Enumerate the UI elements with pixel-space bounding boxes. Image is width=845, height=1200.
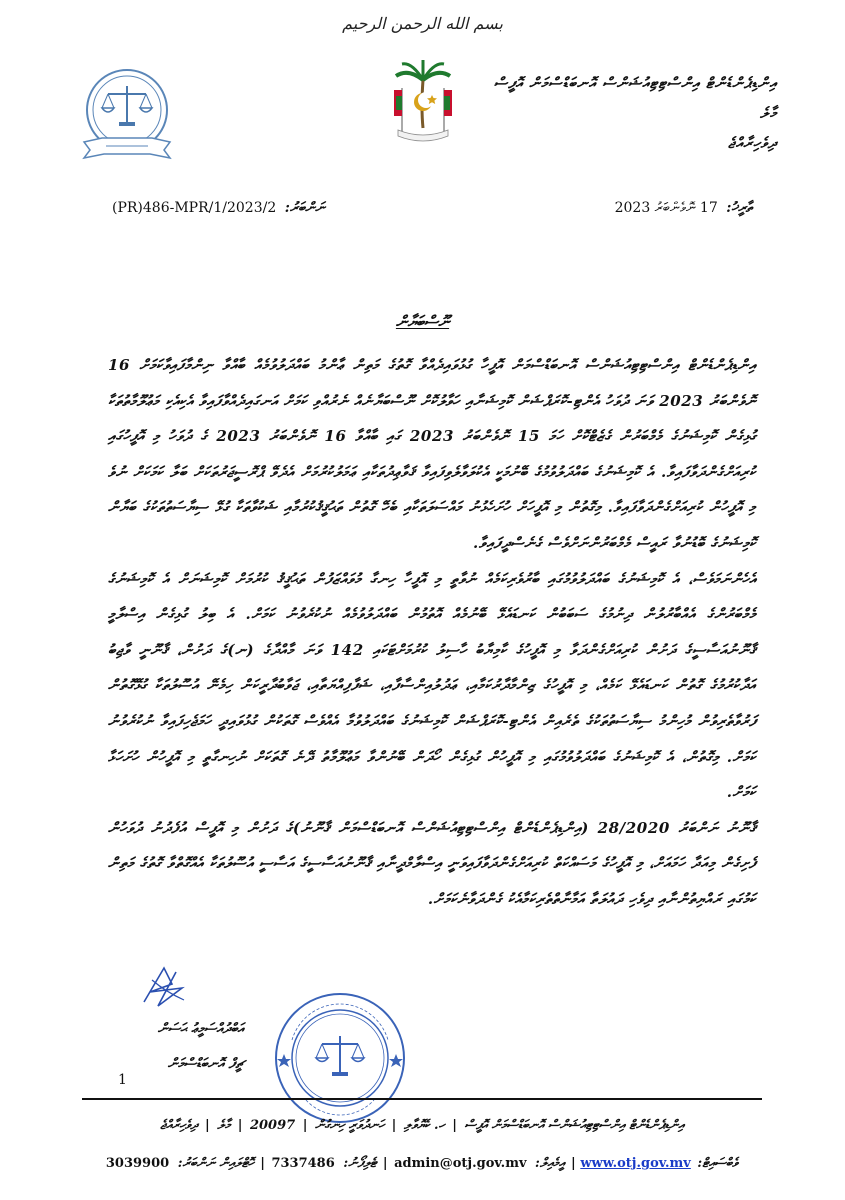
- org-city: މާލެ: [760, 104, 777, 122]
- website-link[interactable]: www.otj.gov.mv: [580, 1156, 691, 1171]
- bismillah: بسم الله الرحمن الرحيم: [342, 14, 503, 33]
- hotline-value: 3039900: [105, 1156, 170, 1171]
- phone-value: 7337486: [271, 1156, 335, 1171]
- phone-label: ޓެލިފޯނު:: [343, 1156, 377, 1171]
- reference-number-label: ނަންބަރު:: [284, 200, 325, 216]
- office-logo: [72, 58, 182, 168]
- reference-number-group: [112, 200, 325, 216]
- official-seal: [270, 988, 410, 1128]
- org-name: އިންޑިޕެންޑެންޓް އިންސްޓިޓިއުޝަންސް އޮނބަޑްސްމަން އޮފީސް: [493, 74, 777, 92]
- date-value: 17 ނޮވެންބަރު 2023: [614, 200, 718, 216]
- footer-building: ހ. ކެޔޮވާލި: [403, 1118, 445, 1133]
- email-value[interactable]: admin@otj.gov.mv: [394, 1156, 527, 1171]
- footer-country: ދިވެހިރާއްޖެ: [160, 1118, 198, 1133]
- website-label: ވެބްސައިޓް:: [697, 1156, 739, 1171]
- signature-block: [114, 1012, 244, 1082]
- body-paragraph-3: ޤާނޫނު ނަންބަރު 28/2020 (އިންޑިޕެންޑެންޓް އިންސްޓިޓިއުޝަންސް އޮނބަޑްސްމަން ޤާނޫނު)ގެ ދަށުން މި އޮފީސް އުފެދުނު ދުވަހުން ފެށިގެން މިއަދާ ހަމައަށް، މި އޮފީހުގެ މަސައްކަތް ކުރިއަށްގެންދަވާފައިވަނީ އިސްލާމްދީނާއި ޤާނޫނުއަސާސީގެ އަސާސީ އުސޫލުތަކާ އެއްގޮތްވާ ގޮތުގެ މަތިން ކަމުގައި ރައްޔިތުންނާއި ދިވެހި ދައުލަތާ އަމާނާތްތެރިކަމާއެކު ގެންދަވާނެކަމަށް.: [108, 818, 757, 908]
- footer-postcode: 20097: [249, 1118, 296, 1133]
- page-number: 1: [118, 1072, 127, 1088]
- org-country: ދިވެހިރާއްޖެ: [727, 134, 777, 152]
- footer-contacts: ވެބްސައިޓް: www.otj.gov.mv | އީމެއިލް: admin@otj.gov.mv | ޓެލިފޯނު: 7337486 | ހޮޓްލައިން ނަންބަރު: 3039900: [105, 1156, 739, 1171]
- reference-row: [112, 200, 752, 224]
- document-body: [108, 348, 756, 918]
- footer-org: އިންޑިޕެންޑެންޓް އިންސްޓިޓިއުޝަންސް އޮނބަޑްސްމަން އޮފީސް: [464, 1118, 684, 1133]
- document-title: ނޫސްބަޔާން: [395, 312, 450, 331]
- reference-number-value: (PR)486-MPR/1/2023/2: [112, 200, 277, 216]
- letterhead: [417, 68, 777, 158]
- body-paragraph-1: އިންޑިޕެންޑެންޓް އިންސްޓިޓިއުޝަންސް އޮނބަޑްސްމަން އޮފީހާ ގުޅުވައިދެއްވާ ގޮތުގެ މަތިން ޢާންމު ބައްދަލުވުމެއް ބާއްވާ ނިންމާފައިވާކަމަށް 16 ނޮވެންބަރު 2023 ވަނަ ދުވަހު އެންޓި-ކޮރަޕްޝަން ކޮމިޝަނާއި ހަވާލުކޮށް ނޫސްބަޔާނެއް ނެރުއްވި ކަމަށް އަނގައިދެއްވާފައިވާ އެކިއެކި މަޢުލޫމާތުތަކާ ގުޅިގެން ކޮމިޝަނުގެ މެމްބަރުން ގެޒެޓްކޮށް ހަމަ 15 ނޮވެންބަރު 2023 ގައި ބާއްވާ 16 ނޮވެންބަރު 2023 ގެ ދުވަހު މި އޮފީހުގައި ކުރިއަށްގެންދަވާފައިވާ. އެ ކޮމިޝަނުގެ ބައްދަލުވުމުގެ ބޭނުމަކީ އެކުލަވާލެވިފައިވާ ޤަވާޢިދުތަކާއި ޢަމަލުކުރުމަށް އެދެވޭ ޕްރޮސީޖަރުތަކަށް ބަލާ ކަމަކަށް ނުވެ މި އޮފީހުން ކުރިއަށްގެންދަވާފައިވާ. މިގޮތުން މި އޮފީހަށް ހުށަހެޅުނު މައްސަލަތަކާއި ބެހޭ ގޮތުން ތަޙުޤީޤުކުރުމާއި ޝަކުވާތަކާ ގުޅޭ ސިޔާސަތުތަކުގެ ބަޔާން ކޮމިޝަނުގެ ބޮޑުނުވާ ރައީސް މެމްބަރުންނަށްވެސް ގެނެސްދީފައިވާ.: [108, 356, 757, 552]
- date-group: [615, 200, 752, 216]
- signer-name: އަބްދުއްސަމީޢު ޙަސަން: [157, 1021, 244, 1037]
- footer-street: ހަނދުވަރީ ހިނގުން: [314, 1118, 385, 1133]
- footer-divider: [82, 1098, 762, 1100]
- signer-title: ޗީފް އޮނބަޑްސްމަން: [167, 1056, 244, 1072]
- footer-city: މާލެ: [217, 1118, 231, 1133]
- date-label: ތާރީޚު:: [726, 200, 752, 216]
- email-label: އީމެއިލް:: [535, 1156, 565, 1171]
- handwritten-signature: [138, 962, 188, 1012]
- footer-address: އިންޑިޕެންޑެންޓް އިންސްޓިޓިއުޝަންސް އޮނބަޑްސްމަން އޮފީސް | ހ. ކެޔޮވާލި | ހަނދުވަރީ ހިނގުން | 20097 | މާލެ | ދިވެހިރާއްޖެ: [160, 1118, 684, 1133]
- body-paragraph-2: އެހެންނަމަވެސް، އެ ކޮމިޝަނުގެ ބައްދަލުވުމުގައި ބާރުވެރިކަމެއް ނުވާތީ މި އޮފީހާ ހިނގާ މުވައްޒަފުން ތަޙުޤީޤު ކުރުމަށް ކޮމިޝަނަށް އެ ކޮމިޝަނުގެ މެމްބަރުންގެ އެއްބާރުލުން ދިނުމުގެ ސަބަބުން ކަނޑައެޅޭ ބޭނުމެއް އޮތުމުން ބައްދަލުވުމެއް ނުކުރެވުނު ކަމަށް. އެ ބިލު ގުޅިގެން އިސްލާމީ ޤާނޫނުއަސާސީގެ ދަށުން ކުރިއަށްގެންދަވާ މި އޮފީހުގެ ކާމިޔާބު ހާސިލު ކުރުމަށްޓަކައި 142 ވަނަ މާއްދާގެ (ނ)ގެ ދަށުން، ޤާނޫނީ ވާޖިބު އަދާކުރުމުގެ ގޮތުން ކަނޑައެޅޭ ކަމެއް، މި އޮފީހުގެ ޒިންމާދާރުކަމާއި، ޢަދުލުއިންސާފާއި، ޝަފާފިއްޔަތާއި، ޖަވާބުދާރީކަން ހިމެނޭ އުސޫލުތަކާ ގުޅޭގޮތުން ފަރުވާތެރިވުން މުހިންމު ސިޔާސަތުތަކުގެ ތެރެއިން އެންޓި-ކޮރަޕްޝަން ކޮމިޝަނުގެ ބައްދަލުވުމާ އެއްވެސް ގޮތަކުން ގުޅުވައިދީ ހަމަޖެހިފައިވާ ނުކުރެވުނު ކަމަށް. މިގޮތުން، އެ ކޮމިޝަނުގެ ބައްދަލުވުމުގައި މި އޮފީހުން ގުޅިގެން ހޯދަން ބޭނުންވާ މަޢުލޫމާތު ދޭނެ ގޮތަކަށް ނުހިނގާތީ މި އޮފީހުން ހުށަހަޅާ ކަމަށް.: [108, 569, 756, 802]
- hotline-label: ހޮޓްލައިން ނަންބަރު:: [177, 1156, 254, 1171]
